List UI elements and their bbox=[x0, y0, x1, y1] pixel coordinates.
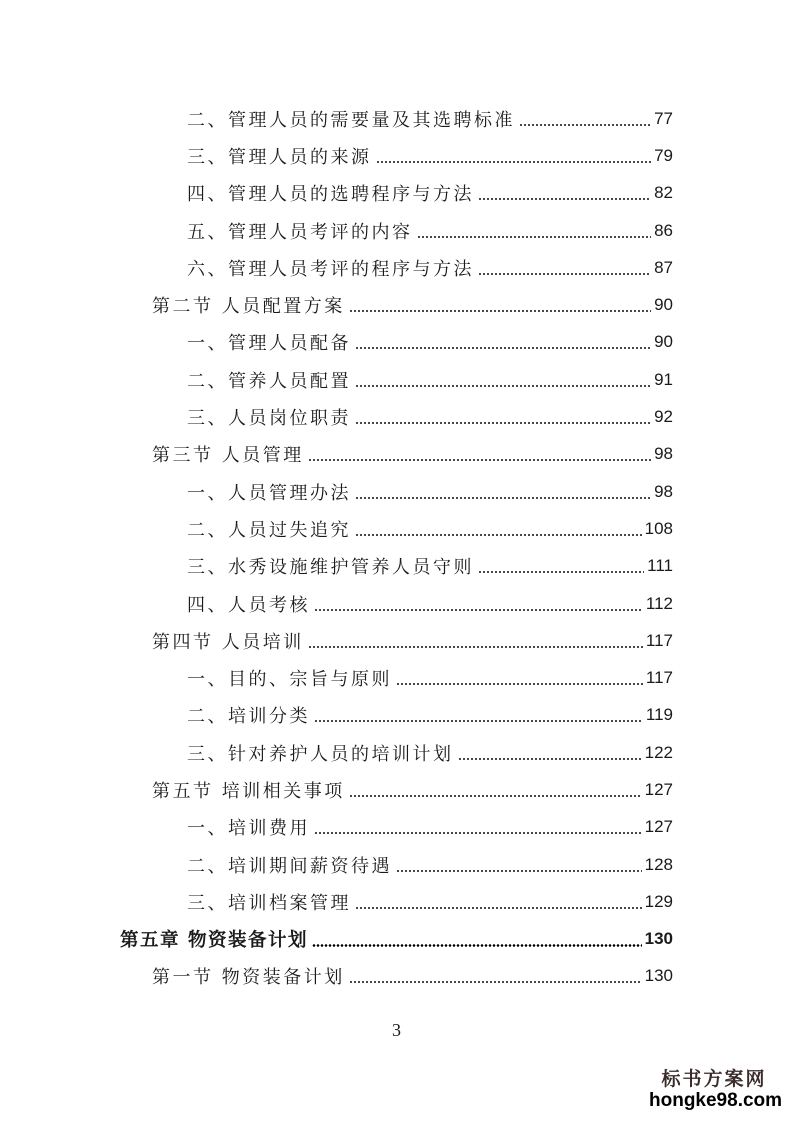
toc-entry[interactable] bbox=[0, 398, 793, 435]
dot-leader bbox=[458, 758, 642, 760]
toc-entry[interactable] bbox=[0, 846, 793, 883]
toc-entry-label: 五、管理人员考评的内容 bbox=[187, 221, 413, 243]
dot-leader bbox=[478, 571, 644, 573]
toc-entry[interactable] bbox=[0, 585, 793, 622]
toc-entry[interactable] bbox=[0, 361, 793, 398]
toc-entry-page: 82 bbox=[654, 183, 673, 203]
dot-leader bbox=[349, 981, 642, 983]
dot-leader bbox=[396, 870, 642, 872]
dot-leader bbox=[478, 273, 651, 275]
dot-leader bbox=[355, 497, 651, 499]
toc-entry-page: 128 bbox=[644, 854, 673, 874]
toc-entry-page: 79 bbox=[654, 145, 673, 165]
toc-entry-label: 第五章 物资装备计划 bbox=[120, 930, 308, 952]
toc-entry-page: 112 bbox=[645, 593, 673, 613]
dot-leader bbox=[396, 683, 643, 685]
toc-entry-page: 129 bbox=[644, 891, 673, 911]
toc-entry[interactable] bbox=[0, 249, 793, 286]
toc-entry-page: 108 bbox=[644, 518, 673, 538]
toc-entry[interactable] bbox=[0, 100, 793, 137]
toc-entry[interactable] bbox=[0, 883, 793, 920]
toc-entry-label: 四、管理人员的选聘程序与方法 bbox=[187, 184, 474, 206]
dot-leader bbox=[349, 795, 642, 797]
toc-entry-page: 90 bbox=[654, 295, 673, 315]
toc-entry-page: 98 bbox=[654, 481, 673, 501]
toc-entry-label: 三、培训档案管理 bbox=[187, 892, 351, 914]
toc-entry-label: 第五节 培训相关事项 bbox=[152, 780, 345, 802]
toc-entry-page: 117 bbox=[645, 630, 673, 650]
dot-leader bbox=[355, 422, 651, 424]
dot-leader bbox=[519, 124, 651, 126]
toc-chapter-entry[interactable] bbox=[0, 921, 793, 958]
toc-entry[interactable] bbox=[0, 324, 793, 361]
dot-leader bbox=[355, 907, 642, 909]
toc-section-entry[interactable] bbox=[0, 622, 793, 659]
toc-entry-page: 119 bbox=[645, 705, 673, 725]
toc-entry[interactable] bbox=[0, 473, 793, 510]
toc-entry[interactable] bbox=[0, 548, 793, 585]
toc-entry-label: 一、管理人员配备 bbox=[187, 333, 351, 355]
toc-entry-label: 一、培训费用 bbox=[187, 818, 310, 840]
dot-leader bbox=[349, 310, 651, 312]
toc-entry[interactable] bbox=[0, 175, 793, 212]
dot-leader bbox=[314, 832, 642, 834]
toc-entry-label: 二、培训期间薪资待遇 bbox=[187, 855, 392, 877]
toc-entry-label: 二、培训分类 bbox=[187, 706, 310, 728]
toc-entry-label: 三、人员岗位职责 bbox=[187, 408, 351, 430]
toc-entry-page: 127 bbox=[644, 817, 673, 837]
toc-entry-label: 一、人员管理办法 bbox=[187, 482, 351, 504]
dot-leader bbox=[376, 161, 652, 163]
toc-entry[interactable] bbox=[0, 809, 793, 846]
toc-entry[interactable] bbox=[0, 212, 793, 249]
toc-entry-page: 90 bbox=[654, 332, 673, 352]
toc-entry-page: 130 bbox=[644, 966, 673, 986]
dot-leader bbox=[355, 385, 651, 387]
dot-leader bbox=[478, 198, 651, 200]
dot-leader bbox=[355, 347, 651, 349]
toc-section-entry[interactable] bbox=[0, 436, 793, 473]
toc-entry-label: 六、管理人员考评的程序与方法 bbox=[187, 258, 474, 280]
toc-entry-label: 三、针对养护人员的培训计划 bbox=[187, 743, 454, 765]
toc-section-entry[interactable] bbox=[0, 958, 793, 995]
watermark-url: hongke98.com bbox=[649, 1090, 783, 1111]
table-of-contents bbox=[0, 100, 793, 995]
dot-leader bbox=[314, 609, 643, 611]
toc-entry-label: 第二节 人员配置方案 bbox=[152, 296, 345, 318]
toc-entry[interactable] bbox=[0, 659, 793, 696]
toc-entry[interactable] bbox=[0, 510, 793, 547]
toc-entry-page: 122 bbox=[644, 742, 673, 762]
toc-entry-page: 91 bbox=[654, 369, 673, 389]
toc-entry[interactable] bbox=[0, 697, 793, 734]
watermark-logo bbox=[649, 1068, 783, 1112]
dot-leader bbox=[314, 720, 643, 722]
dot-leader bbox=[308, 646, 643, 648]
toc-entry-page: 87 bbox=[654, 257, 673, 277]
dot-leader bbox=[417, 236, 652, 238]
toc-entry-page: 92 bbox=[654, 407, 673, 427]
toc-entry[interactable] bbox=[0, 734, 793, 771]
toc-entry-label: 第三节 人员管理 bbox=[152, 445, 304, 467]
toc-entry-page: 130 bbox=[644, 929, 673, 949]
toc-entry-label: 二、管理人员的需要量及其选聘标准 bbox=[187, 109, 515, 131]
toc-section-entry[interactable] bbox=[0, 771, 793, 808]
toc-section-entry[interactable] bbox=[0, 286, 793, 323]
toc-entry-label: 二、管养人员配置 bbox=[187, 370, 351, 392]
toc-entry-page: 117 bbox=[645, 668, 673, 688]
toc-entry[interactable] bbox=[0, 137, 793, 174]
toc-entry-page: 77 bbox=[654, 108, 673, 128]
toc-entry-label: 一、目的、宗旨与原则 bbox=[187, 669, 392, 691]
toc-entry-page: 111 bbox=[647, 556, 673, 576]
toc-entry-label: 第四节 人员培训 bbox=[152, 631, 304, 653]
toc-entry-page: 127 bbox=[644, 779, 673, 799]
watermark-title: 标书方案网 bbox=[661, 1068, 767, 1090]
dot-leader bbox=[355, 534, 642, 536]
toc-entry-page: 86 bbox=[654, 220, 673, 240]
toc-entry-page: 98 bbox=[654, 444, 673, 464]
dot-leader bbox=[308, 459, 651, 461]
toc-entry-label: 三、水秀设施维护管养人员守则 bbox=[187, 557, 474, 579]
toc-entry-label: 三、管理人员的来源 bbox=[187, 146, 372, 168]
toc-entry-label: 二、人员过失追究 bbox=[187, 519, 351, 541]
page-number: 3 bbox=[392, 1020, 401, 1040]
dot-leader bbox=[312, 944, 642, 947]
toc-entry-label: 第一节 物资装备计划 bbox=[152, 967, 345, 989]
toc-entry-label: 四、人员考核 bbox=[187, 594, 310, 616]
